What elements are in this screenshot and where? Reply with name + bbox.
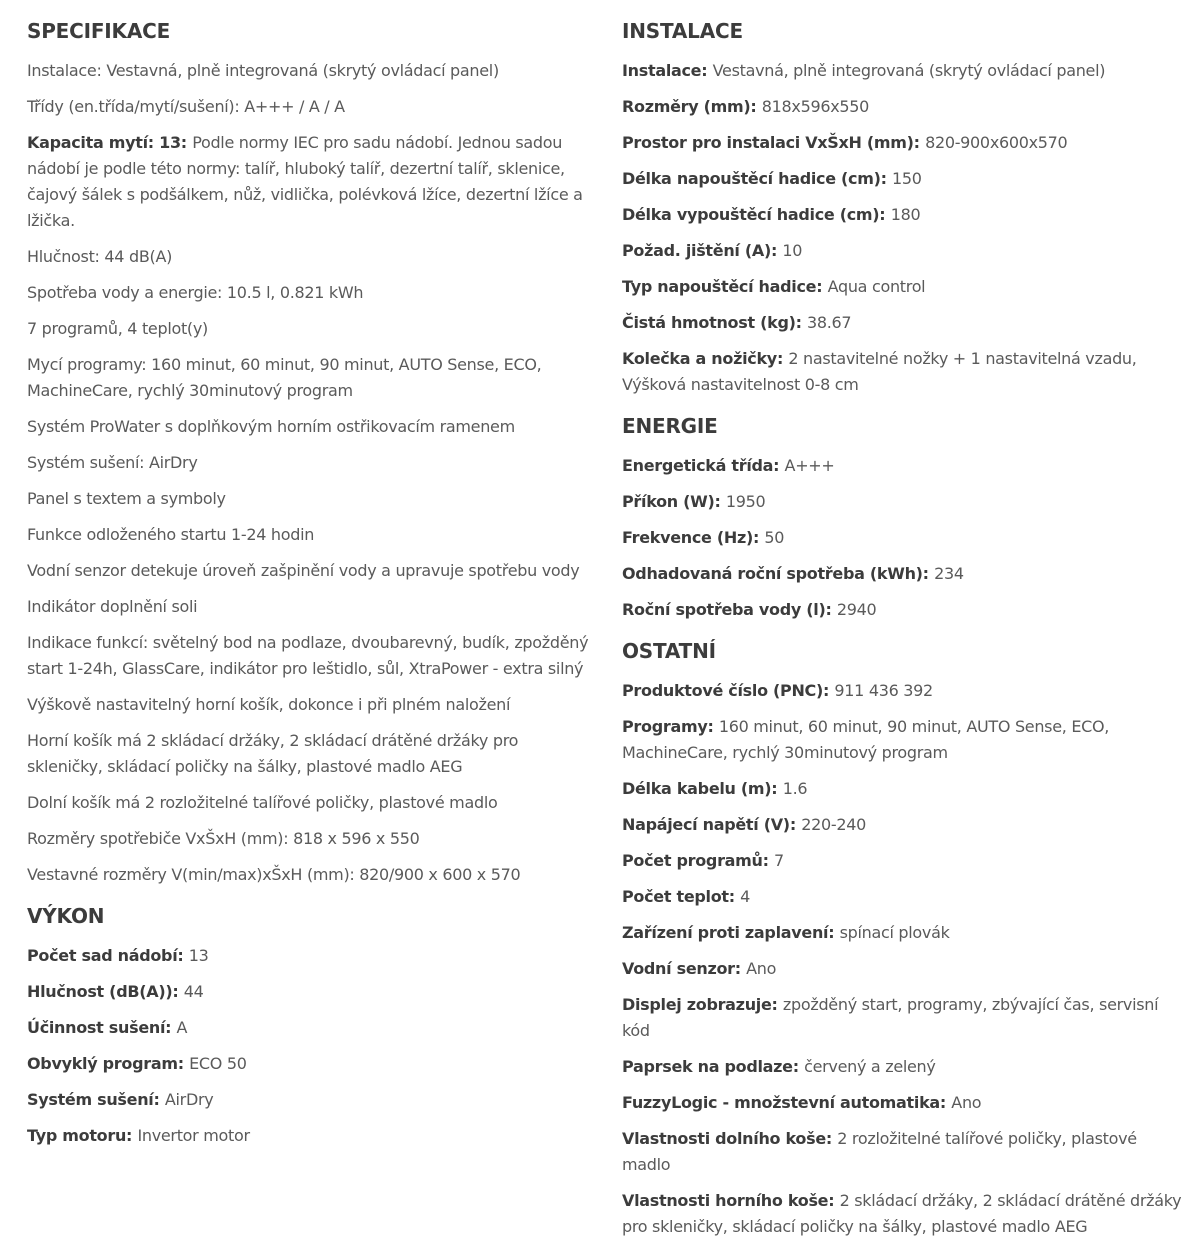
spec-item (622, 489, 1182, 515)
spec-label: Energetická třída: (622, 456, 780, 475)
spec-value: Systém sušení: AirDry (27, 453, 198, 472)
spec-item (27, 1015, 592, 1041)
spec-item (622, 310, 1182, 336)
spec-value: Ano (951, 1093, 982, 1112)
spec-value: 234 (934, 564, 964, 583)
spec-label: Délka napouštěcí hadice (cm): (622, 169, 887, 188)
spec-item (622, 1054, 1182, 1080)
spec-value: 2 rozložitelné talířové poličky, plastové madlo (622, 1129, 1137, 1174)
spec-item (27, 979, 592, 1005)
spec-item (27, 826, 592, 852)
spec-label: Účinnost sušení: (27, 1018, 172, 1037)
spec-value: Spotřeba vody a energie: 10.5 l, 0.821 kWh (27, 283, 364, 302)
spec-value: Rozměry spotřebiče VxŠxH (mm): 818 x 596 x 550 (27, 829, 420, 848)
spec-item (622, 561, 1182, 587)
spec-item (622, 714, 1182, 766)
spec-item (27, 790, 592, 816)
spec-item (622, 920, 1182, 946)
spec-value: Aqua control (827, 277, 926, 296)
spec-item (27, 244, 592, 270)
spec-list (622, 58, 1182, 398)
spec-value: 818x596x550 (761, 97, 870, 116)
spec-label: Odhadovaná roční spotřeba (kWh): (622, 564, 929, 583)
section-title: VÝKON (27, 904, 105, 928)
spec-label: Délka kabelu (m): (622, 779, 778, 798)
spec-value: Vodní senzor detekuje úroveň zašpinění vody a upravuje spotřebu vody (27, 561, 580, 580)
spec-label: Počet programů: (622, 851, 769, 870)
spec-label: Programy: (622, 717, 714, 736)
spec-item (622, 992, 1182, 1044)
spec-item (27, 1087, 592, 1113)
spec-item (622, 453, 1182, 479)
spec-item (27, 630, 592, 682)
spec-value: 2940 (836, 600, 877, 619)
spec-item (27, 316, 592, 342)
spec-item (27, 94, 592, 120)
spec-item (622, 202, 1182, 228)
spec-value: Ano (746, 959, 777, 978)
spec-item (27, 280, 592, 306)
spec-item (622, 130, 1182, 156)
spec-label: Rozměry (mm): (622, 97, 757, 116)
spec-value: 13 (188, 946, 209, 965)
spec-label: Kolečka a nožičky: (622, 349, 784, 368)
spec-item (622, 238, 1182, 264)
spec-item (622, 1090, 1182, 1116)
spec-value: Systém ProWater s doplňkovým horním ostřikovacím ramenem (27, 417, 515, 436)
spec-value: Indikace funkcí: světelný bod na podlaze, dvoubarevný, budík, zpožděný start 1-24h, GlassCare, indikátor pro leštidlo, sůl, XtraPower - extra silný (27, 633, 589, 678)
spec-label: Displej zobrazuje: (622, 995, 778, 1014)
section-vykon (27, 901, 592, 1149)
spec-value: spínací plovák (839, 923, 950, 942)
spec-item (27, 594, 592, 620)
spec-item (622, 525, 1182, 551)
spec-label: Čistá hmotnost (kg): (622, 313, 802, 332)
spec-label: Počet sad nádobí: (27, 946, 184, 965)
spec-value: 7 (774, 851, 784, 870)
section-title: INSTALACE (622, 19, 743, 43)
spec-list (27, 58, 592, 888)
spec-label: Systém sušení: (27, 1090, 160, 1109)
spec-label: Požad. jištění (A): (622, 241, 778, 260)
section-instalace (622, 16, 1182, 398)
spec-value: 1950 (725, 492, 766, 511)
spec-item (27, 943, 592, 969)
spec-label: Napájecí napětí (V): (622, 815, 796, 834)
spec-value: A (176, 1018, 188, 1037)
spec-item (27, 558, 592, 584)
spec-label: Paprsek na podlaze: (622, 1057, 799, 1076)
spec-value: Indikátor doplnění soli (27, 597, 198, 616)
spec-item (622, 884, 1182, 910)
section-title: SPECIFIKACE (27, 19, 171, 43)
section-title: OSTATNÍ (622, 639, 716, 663)
spec-list (27, 943, 592, 1149)
spec-value: 160 minut, 60 minut, 90 minut, AUTO Sense, ECO, MachineCare, rychlý 30minutový program (622, 717, 1110, 762)
spec-label: Roční spotřeba vody (l): (622, 600, 832, 619)
spec-value: 180 (890, 205, 921, 224)
spec-value: 820-900x600x570 (925, 133, 1068, 152)
spec-item (622, 94, 1182, 120)
spec-label: Typ motoru: (27, 1126, 133, 1145)
spec-label: Prostor pro instalaci VxŠxH (mm): (622, 133, 920, 152)
spec-value: 50 (764, 528, 785, 547)
spec-value: 7 programů, 4 teplot(y) (27, 319, 208, 338)
spec-label: Příkon (W): (622, 492, 721, 511)
spec-item (622, 274, 1182, 300)
spec-label: Délka vypouštěcí hadice (cm): (622, 205, 886, 224)
spec-label: FuzzyLogic - množstevní automatika: (622, 1093, 947, 1112)
spec-value: Panel s textem a symboly (27, 489, 226, 508)
spec-value: 10 (782, 241, 803, 260)
section-ostatni (622, 636, 1182, 1240)
spec-item (27, 862, 592, 888)
spec-label: Obvyklý program: (27, 1054, 184, 1073)
spec-label: Hlučnost (dB(A)): (27, 982, 179, 1001)
spec-value: 911 436 392 (834, 681, 933, 700)
section-energie (622, 411, 1182, 623)
spec-item (27, 414, 592, 440)
spec-item (27, 352, 592, 404)
spec-list (622, 453, 1182, 623)
spec-item (622, 58, 1182, 84)
spec-value: 2 skládací držáky, 2 skládací drátěné držáky pro skleničky, skládací poličky na šálky, plastové madlo AEG (622, 1191, 1182, 1236)
spec-label: Frekvence (Hz): (622, 528, 760, 547)
spec-item (27, 692, 592, 718)
spec-value: Mycí programy: 160 minut, 60 minut, 90 minut, AUTO Sense, ECO, MachineCare, rychlý 30minutový program (27, 355, 542, 400)
spec-value: A+++ (784, 456, 835, 475)
spec-value: ECO 50 (189, 1054, 247, 1073)
spec-item (622, 776, 1182, 802)
section-title: ENERGIE (622, 414, 718, 438)
spec-value: 38.67 (807, 313, 852, 332)
spec-list (622, 678, 1182, 1240)
spec-item (622, 166, 1182, 192)
spec-value: Invertor motor (137, 1126, 250, 1145)
section-specifikace (27, 16, 592, 888)
spec-item (622, 1188, 1182, 1240)
spec-item (27, 130, 592, 234)
spec-item (27, 522, 592, 548)
spec-value: Funkce odloženého startu 1-24 hodin (27, 525, 315, 544)
spec-item (27, 1051, 592, 1077)
spec-value: Instalace: Vestavná, plně integrovaná (skrytý ovládací panel) (27, 61, 499, 80)
spec-label: Vodní senzor: (622, 959, 741, 978)
spec-item (27, 1123, 592, 1149)
spec-label: Vlastnosti dolního koše: (622, 1129, 832, 1148)
left-column (27, 16, 592, 1162)
spec-value: 1.6 (782, 779, 808, 798)
right-column (622, 16, 1182, 1253)
spec-value: Dolní košík má 2 rozložitelné talířové poličky, plastové madlo (27, 793, 498, 812)
spec-value: Podle normy IEC pro sadu nádobí. Jednou sadou nádobí je podle této normy: talíř, hluboký talíř, dezertní talíř, sklenice, čajový šálek s podšálkem, nůž, vidlička, polévková lžíce, dezertní lžíce a lžička. (27, 133, 583, 230)
spec-label: Zařízení proti zaplavení: (622, 923, 835, 942)
spec-value: Výškově nastavitelný horní košík, dokonce i při plném naložení (27, 695, 511, 714)
spec-value: 4 (740, 887, 751, 906)
spec-value: 220-240 (801, 815, 866, 834)
spec-item (622, 812, 1182, 838)
spec-label: Počet teplot: (622, 887, 735, 906)
spec-item (622, 346, 1182, 398)
spec-label: Vlastnosti horního koše: (622, 1191, 835, 1210)
spec-value: zpožděný start, programy, zbývající čas, servisní kód (622, 995, 1159, 1040)
spec-label: Produktové číslo (PNC): (622, 681, 830, 700)
spec-item (27, 58, 592, 84)
spec-item (622, 597, 1182, 623)
spec-item (622, 848, 1182, 874)
spec-value: AirDry (164, 1090, 214, 1109)
spec-value: Vestavná, plně integrovaná (skrytý ovládací panel) (712, 61, 1106, 80)
spec-value: 2 nastavitelné nožky + 1 nastavitelná vzadu, Výšková nastavitelnost 0-8 cm (622, 349, 1137, 394)
spec-item (622, 678, 1182, 704)
spec-label: Kapacita mytí: 13: (27, 133, 187, 152)
spec-label: Typ napouštěcí hadice: (622, 277, 823, 296)
spec-value: 150 (892, 169, 922, 188)
spec-value: Vestavné rozměry V(min/max)xŠxH (mm): 820/900 x 600 x 570 (27, 865, 521, 884)
spec-item (27, 728, 592, 780)
spec-value: Třídy (en.třída/mytí/sušení): A+++ / A / A (27, 97, 345, 116)
spec-value: 44 (183, 982, 204, 1001)
spec-value: Hlučnost: 44 dB(A) (27, 247, 173, 266)
spec-label: Instalace: (622, 61, 708, 80)
spec-item (27, 450, 592, 476)
spec-value: Horní košík má 2 skládací držáky, 2 skládací drátěné držáky pro skleničky, skládací poličky na šálky, plastové madlo AEG (27, 731, 519, 776)
spec-item (622, 956, 1182, 982)
spec-value: červený a zelený (804, 1057, 936, 1076)
spec-item (622, 1126, 1182, 1178)
spec-item (27, 486, 592, 512)
